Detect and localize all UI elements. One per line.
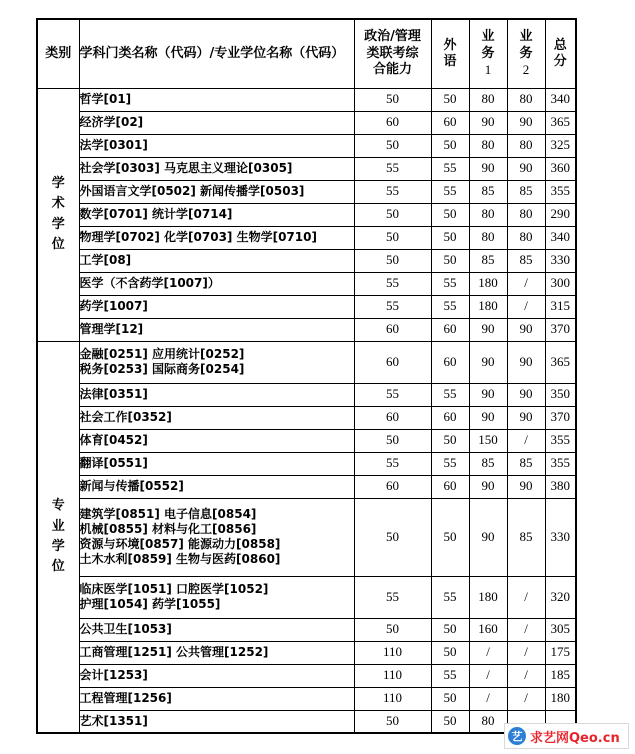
score-foreign: 55 [431, 452, 469, 475]
header-course1-line: 1 [484, 61, 492, 77]
score-course2: 90 [507, 111, 545, 134]
category-char: 学 [51, 216, 65, 232]
score-course2: 85 [507, 180, 545, 203]
subject-name [79, 88, 354, 111]
subject-name-line: 哲学[01] [79, 92, 132, 106]
score-politics: 50 [354, 226, 431, 249]
score-course2: 90 [507, 406, 545, 429]
score-politics: 55 [354, 272, 431, 295]
score-course1: 90 [469, 498, 507, 576]
score-course2: / [507, 664, 545, 687]
score-total: 355 [545, 429, 576, 452]
score-politics: 55 [354, 452, 431, 475]
subject-name [79, 641, 354, 664]
subject-name [79, 180, 354, 203]
category-professional [37, 341, 79, 733]
subject-name-line: 经济学[02] [79, 115, 144, 129]
subject-name [79, 318, 354, 341]
score-politics: 50 [354, 88, 431, 111]
header-course2-line: 业 [519, 29, 533, 45]
table-row [37, 618, 576, 641]
score-course1: 85 [469, 249, 507, 272]
table-row [37, 687, 576, 710]
table-row [37, 180, 576, 203]
subject-name-line: 艺术[1351] [79, 713, 148, 728]
score-foreign: 55 [431, 180, 469, 203]
subject-name [79, 710, 354, 733]
score-foreign: 60 [431, 111, 469, 134]
category-char: 业 [51, 518, 65, 534]
table-row [37, 226, 576, 249]
score-foreign: 60 [431, 406, 469, 429]
score-politics: 55 [354, 383, 431, 406]
subject-name-line: 外国语言文学[0502] 新闻传播学[0503] [79, 184, 305, 198]
header-total-line: 分 [553, 53, 567, 69]
subject-name [79, 687, 354, 710]
table-row [37, 318, 576, 341]
score-total: 300 [545, 272, 576, 295]
header-foreign [431, 19, 469, 88]
score-course1: 80 [469, 203, 507, 226]
subject-name-line: 法律[0351] [79, 387, 148, 401]
table-row [37, 272, 576, 295]
score-foreign: 50 [431, 226, 469, 249]
category-academic [37, 88, 79, 341]
subject-name [79, 341, 354, 383]
score-course1: 90 [469, 406, 507, 429]
score-course2: 80 [507, 134, 545, 157]
subject-name-line: 工商管理[1251] 公共管理[1252] [79, 645, 269, 659]
score-course2: 80 [507, 226, 545, 249]
subject-name [79, 134, 354, 157]
score-total: 315 [545, 295, 576, 318]
score-course1: 90 [469, 157, 507, 180]
score-foreign: 55 [431, 295, 469, 318]
score-course2: 85 [507, 249, 545, 272]
subject-name-line: 机械[0855] 材料与化工[0856] [79, 522, 257, 536]
score-foreign: 50 [431, 203, 469, 226]
score-course2: 80 [507, 203, 545, 226]
score-foreign: 50 [431, 429, 469, 452]
score-politics: 50 [354, 498, 431, 576]
subject-name-line: 建筑学[0851] 电子信息[0854] [79, 507, 257, 521]
header-course2-line: 务 [519, 45, 533, 61]
score-politics: 60 [354, 111, 431, 134]
score-politics: 50 [354, 710, 431, 733]
score-foreign: 60 [431, 475, 469, 498]
subject-name [79, 498, 354, 576]
score-total: 320 [545, 576, 576, 618]
score-course1: 80 [469, 710, 507, 733]
score-politics: 60 [354, 318, 431, 341]
score-politics: 60 [354, 406, 431, 429]
score-politics: 50 [354, 618, 431, 641]
score-course1: 90 [469, 475, 507, 498]
score-foreign: 55 [431, 383, 469, 406]
header-foreign-line: 语 [443, 53, 457, 69]
subject-name-line: 翻译[0551] [79, 456, 148, 470]
score-total: 365 [545, 341, 576, 383]
category-char: 位 [51, 236, 65, 252]
score-course2: / [507, 687, 545, 710]
table-row [37, 249, 576, 272]
score-course1: / [469, 664, 507, 687]
score-politics: 55 [354, 157, 431, 180]
score-politics: 55 [354, 576, 431, 618]
subject-name-line: 公共卫生[1053] [79, 622, 172, 636]
subject-name-line: 社会学[0303] 马克思主义理论[0305] [79, 161, 293, 175]
score-total: 290 [545, 203, 576, 226]
subject-name [79, 383, 354, 406]
score-foreign: 50 [431, 88, 469, 111]
score-total: 305 [545, 618, 576, 641]
header-politics-line: 类联考综 [366, 45, 419, 61]
score-course2: / [507, 295, 545, 318]
site-watermark [504, 723, 629, 749]
subject-name-line: 法学[0301] [79, 138, 148, 152]
table-row [37, 576, 576, 618]
subject-name [79, 157, 354, 180]
score-politics: 60 [354, 341, 431, 383]
subject-name [79, 203, 354, 226]
subject-name [79, 111, 354, 134]
category-char: 学 [51, 176, 65, 192]
subject-name [79, 272, 354, 295]
score-politics: 50 [354, 249, 431, 272]
subject-name [79, 664, 354, 687]
subject-name [79, 226, 354, 249]
score-course1: 90 [469, 341, 507, 383]
score-politics: 60 [354, 475, 431, 498]
subject-name [79, 406, 354, 429]
score-total: 365 [545, 111, 576, 134]
header-foreign-line: 外 [443, 37, 457, 53]
header-course2 [507, 19, 545, 88]
score-total: 325 [545, 134, 576, 157]
category-char: 位 [51, 558, 65, 574]
score-course2: 90 [507, 318, 545, 341]
subject-name-line: 护理[1054] 药学[1055] [79, 597, 221, 611]
header-politics-line: 政治/管理 [364, 29, 421, 45]
site-watermark-text: 求艺网Qeo.cn [530, 730, 620, 746]
score-table-container [36, 18, 577, 734]
score-course2: 90 [507, 383, 545, 406]
table-row [37, 157, 576, 180]
header-course2-line: 2 [522, 61, 530, 77]
subject-name [79, 452, 354, 475]
score-total: 350 [545, 383, 576, 406]
subject-name-line: 税务[0253] 国际商务[0254] [79, 362, 245, 376]
score-course2: / [507, 576, 545, 618]
subject-name-line: 管理学[12] [79, 322, 144, 336]
score-politics: 110 [354, 664, 431, 687]
table-row [37, 88, 576, 111]
score-course2: / [507, 272, 545, 295]
score-table [36, 18, 577, 734]
score-total: 340 [545, 226, 576, 249]
score-course2: 85 [507, 498, 545, 576]
subject-name [79, 249, 354, 272]
table-row [37, 203, 576, 226]
score-course1: 80 [469, 226, 507, 249]
subject-name [79, 475, 354, 498]
header-politics [354, 19, 431, 88]
subject-name-line: 新闻与传播[0552] [79, 479, 184, 493]
subject-name-line: 资源与环境[0857] 能源动力[0858] [79, 537, 281, 551]
subject-name-line: 体育[0452] [79, 433, 148, 447]
subject-name-line: 工程管理[1256] [79, 691, 172, 705]
score-course1: 80 [469, 88, 507, 111]
table-row [37, 134, 576, 157]
score-total: 380 [545, 475, 576, 498]
category-char: 专 [51, 498, 65, 514]
score-politics: 50 [354, 429, 431, 452]
score-total: 180 [545, 687, 576, 710]
score-course1: 150 [469, 429, 507, 452]
score-course1: 180 [469, 576, 507, 618]
score-foreign: 50 [431, 687, 469, 710]
score-foreign: 55 [431, 664, 469, 687]
score-foreign: 50 [431, 249, 469, 272]
subject-name-line: 工学[08] [79, 253, 132, 267]
score-foreign: 50 [431, 641, 469, 664]
score-politics: 110 [354, 687, 431, 710]
subject-name-line: 土木水利[0859] 生物与医药[0860] [79, 552, 281, 566]
subject-name-line: 医学（不含药学[1007]） [79, 276, 220, 290]
score-course2: 85 [507, 452, 545, 475]
score-total: 370 [545, 406, 576, 429]
score-total: 360 [545, 157, 576, 180]
score-foreign: 55 [431, 272, 469, 295]
score-course1: 90 [469, 383, 507, 406]
score-course1: 90 [469, 318, 507, 341]
score-course2: 90 [507, 341, 545, 383]
score-course1: 180 [469, 272, 507, 295]
score-total: 340 [545, 88, 576, 111]
subject-name-line: 临床医学[1051] 口腔医学[1052] [79, 582, 269, 596]
table-row [37, 429, 576, 452]
subject-name-line: 会计[1253] [79, 668, 148, 682]
table-row [37, 295, 576, 318]
score-total: 175 [545, 641, 576, 664]
table-row [37, 664, 576, 687]
score-foreign: 50 [431, 710, 469, 733]
table-row [37, 341, 576, 383]
score-course2: / [507, 641, 545, 664]
table-row [37, 641, 576, 664]
score-course1: / [469, 641, 507, 664]
score-foreign: 55 [431, 157, 469, 180]
score-course2: / [507, 618, 545, 641]
header-course1 [469, 19, 507, 88]
subject-name-line: 物理学[0702] 化学[0703] 生物学[0710] [79, 230, 317, 244]
score-politics: 50 [354, 203, 431, 226]
header-category: 类别 [37, 19, 79, 88]
category-char: 术 [51, 196, 65, 212]
header-course1-line: 业 [481, 29, 495, 45]
header-subject: 学科门类名称（代码）/专业学位名称（代码） [79, 19, 354, 88]
site-logo-icon: 艺 [508, 727, 526, 745]
score-course1: 85 [469, 452, 507, 475]
category-char: 学 [51, 538, 65, 554]
score-course2: / [507, 429, 545, 452]
subject-name [79, 576, 354, 618]
table-row [37, 111, 576, 134]
subject-name-line: 金融[0251] 应用统计[0252] [79, 347, 245, 361]
score-total: 355 [545, 452, 576, 475]
header-row [37, 19, 576, 88]
subject-name [79, 295, 354, 318]
score-table-body [37, 88, 576, 733]
score-course1: 160 [469, 618, 507, 641]
table-row [37, 383, 576, 406]
score-total: 355 [545, 180, 576, 203]
subject-name-line: 药学[1007] [79, 299, 148, 313]
header-total-line: 总 [553, 37, 567, 53]
score-total: 330 [545, 498, 576, 576]
score-total: 330 [545, 249, 576, 272]
score-course1: 80 [469, 134, 507, 157]
score-foreign: 50 [431, 134, 469, 157]
score-course1: / [469, 687, 507, 710]
score-foreign: 60 [431, 341, 469, 383]
score-politics: 55 [354, 180, 431, 203]
table-row [37, 406, 576, 429]
subject-name [79, 429, 354, 452]
header-politics-line: 合能力 [372, 61, 412, 77]
header-course1-line: 务 [481, 45, 495, 61]
score-course1: 90 [469, 111, 507, 134]
score-foreign: 55 [431, 576, 469, 618]
table-row [37, 475, 576, 498]
subject-name-line: 数学[0701] 统计学[0714] [79, 207, 233, 221]
score-politics: 55 [354, 295, 431, 318]
subject-name-line: 社会工作[0352] [79, 410, 172, 424]
score-course1: 180 [469, 295, 507, 318]
table-row [37, 452, 576, 475]
table-row [37, 710, 576, 733]
score-foreign: 60 [431, 318, 469, 341]
score-course2: 90 [507, 157, 545, 180]
header-total [545, 19, 576, 88]
table-row [37, 498, 576, 576]
score-course2: 80 [507, 88, 545, 111]
subject-name [79, 618, 354, 641]
score-foreign: 50 [431, 498, 469, 576]
score-total: 185 [545, 664, 576, 687]
score-politics: 50 [354, 134, 431, 157]
score-foreign: 50 [431, 618, 469, 641]
score-politics: 110 [354, 641, 431, 664]
score-course1: 85 [469, 180, 507, 203]
score-course2: 90 [507, 475, 545, 498]
score-total: 370 [545, 318, 576, 341]
